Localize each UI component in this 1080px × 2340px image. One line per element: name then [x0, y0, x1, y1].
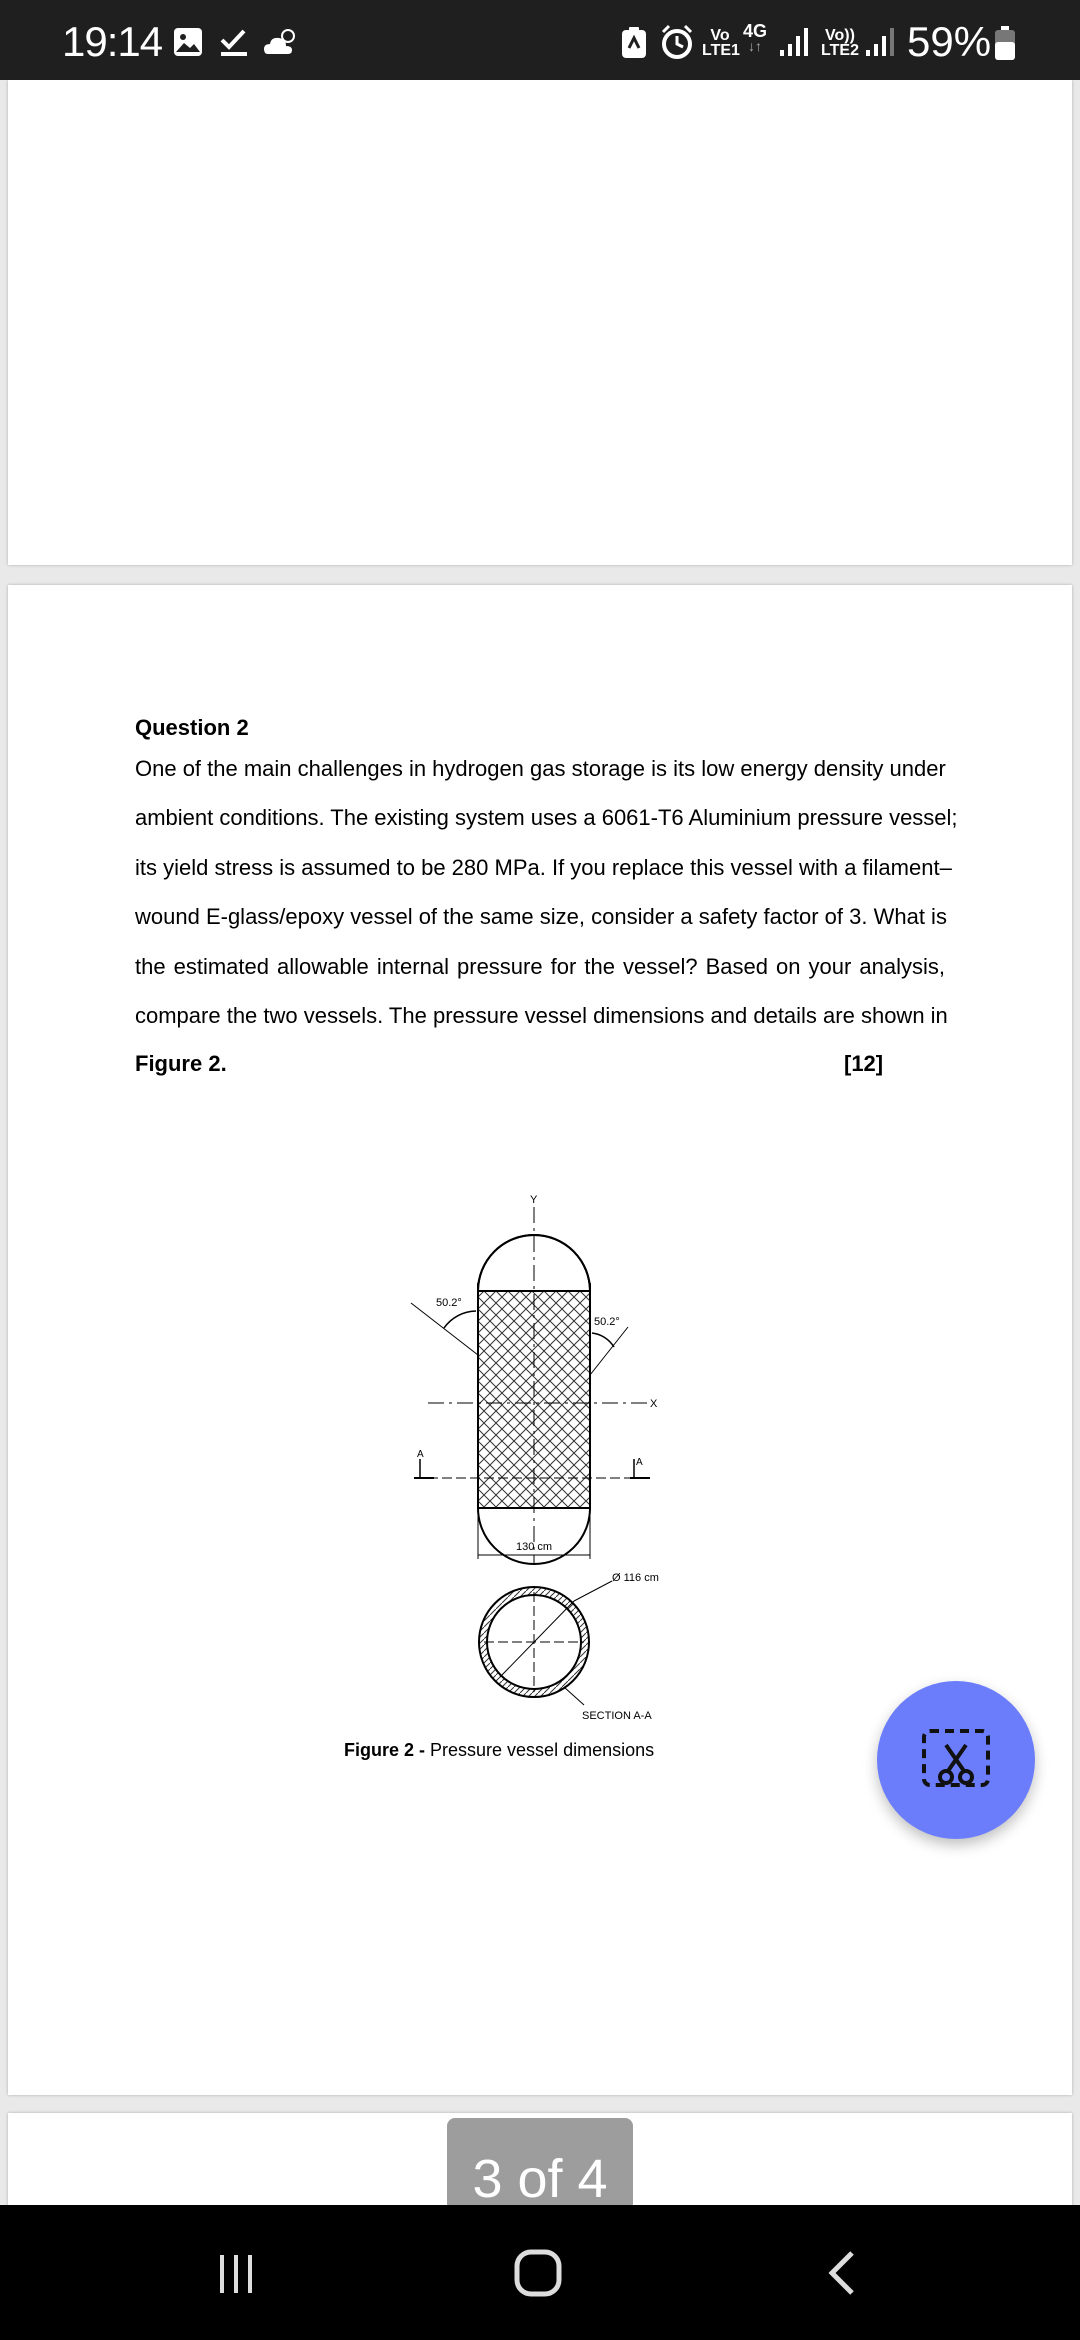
axis-x-label: X [650, 1398, 658, 1410]
battery-icon [994, 26, 1016, 62]
section-label: SECTION A-A [582, 1710, 652, 1722]
paragraph-line: its yield stress is assumed to be 280 MPa. If you replace this vessel with a filament– [135, 855, 952, 880]
diameter-label: Ø 116 cm [612, 1572, 659, 1584]
current-page [8, 585, 1072, 2095]
recents-icon [212, 2249, 260, 2297]
previous-page [8, 80, 1072, 565]
axis-y-label: Y [530, 1195, 538, 1206]
app-notification-icon [620, 26, 648, 60]
screenshot-capture-button[interactable] [877, 1681, 1035, 1839]
sim2-bottom: LTE2 [821, 42, 859, 59]
length-label: 130 cm [516, 1541, 553, 1553]
sim2-indicator [818, 28, 862, 58]
paragraph-line: One of the main challenges in hydrogen gas storage is its low energy density under [135, 756, 946, 781]
recents-button[interactable] [156, 2205, 316, 2340]
home-button[interactable] [458, 2205, 618, 2340]
weather-cloud-icon [262, 26, 300, 58]
back-button[interactable] [762, 2205, 922, 2340]
section-mark-left: A [417, 1449, 424, 1460]
page-indicator: 3 of 4 [447, 2118, 633, 2205]
sim1-top: Vo [710, 27, 730, 44]
sim1-indicator [702, 28, 738, 58]
back-icon [818, 2247, 866, 2299]
paragraph-line: the estimated allowable internal pressure for the vessel? Based on your analysis, [135, 954, 945, 979]
angle-right-label: 50.2° [594, 1316, 620, 1328]
net-type-label: 4G [742, 21, 767, 41]
question-title: Question 2 [135, 715, 249, 740]
section-mark-right: A [636, 1457, 643, 1468]
gallery-icon [172, 26, 204, 58]
battery-percentage: 59% [907, 18, 992, 65]
figure-caption [344, 1740, 654, 1761]
sim1-bottom: LTE1 [702, 42, 740, 59]
signal-icon-sim2 [864, 26, 898, 58]
question-marks: [12] [844, 1051, 884, 1076]
angle-left-label: 50.2° [436, 1297, 462, 1309]
paragraph-line: ambient conditions. The existing system uses a 6061-T6 Aluminium pressure vessel; [135, 805, 958, 830]
pressure-vessel-figure [388, 1195, 708, 1725]
document-viewer[interactable] [0, 80, 1080, 2205]
status-time: 19:14 [62, 18, 163, 65]
home-icon [512, 2247, 564, 2299]
network-type: 4G ↓↑ [740, 24, 770, 54]
screenshot-scissors-icon [920, 1727, 992, 1793]
paragraph-line: wound E-glass/epoxy vessel of the same size, consider a safety factor of 3. What is [135, 904, 947, 929]
figure-reference: Figure 2. [135, 1051, 227, 1076]
status-bar [0, 0, 1080, 80]
sim2-top: Vo)) [825, 27, 855, 44]
figure-caption-bold: Figure 2 - [344, 1740, 426, 1760]
signal-icon-sim1 [778, 26, 812, 58]
alarm-icon [660, 24, 694, 60]
paragraph-line: compare the two vessels. The pressure vessel dimensions and details are shown in [135, 1003, 948, 1028]
navigation-bar [0, 2205, 1080, 2340]
figure-caption-text: Pressure vessel dimensions [425, 1740, 655, 1760]
checkmark-icon [218, 26, 250, 58]
